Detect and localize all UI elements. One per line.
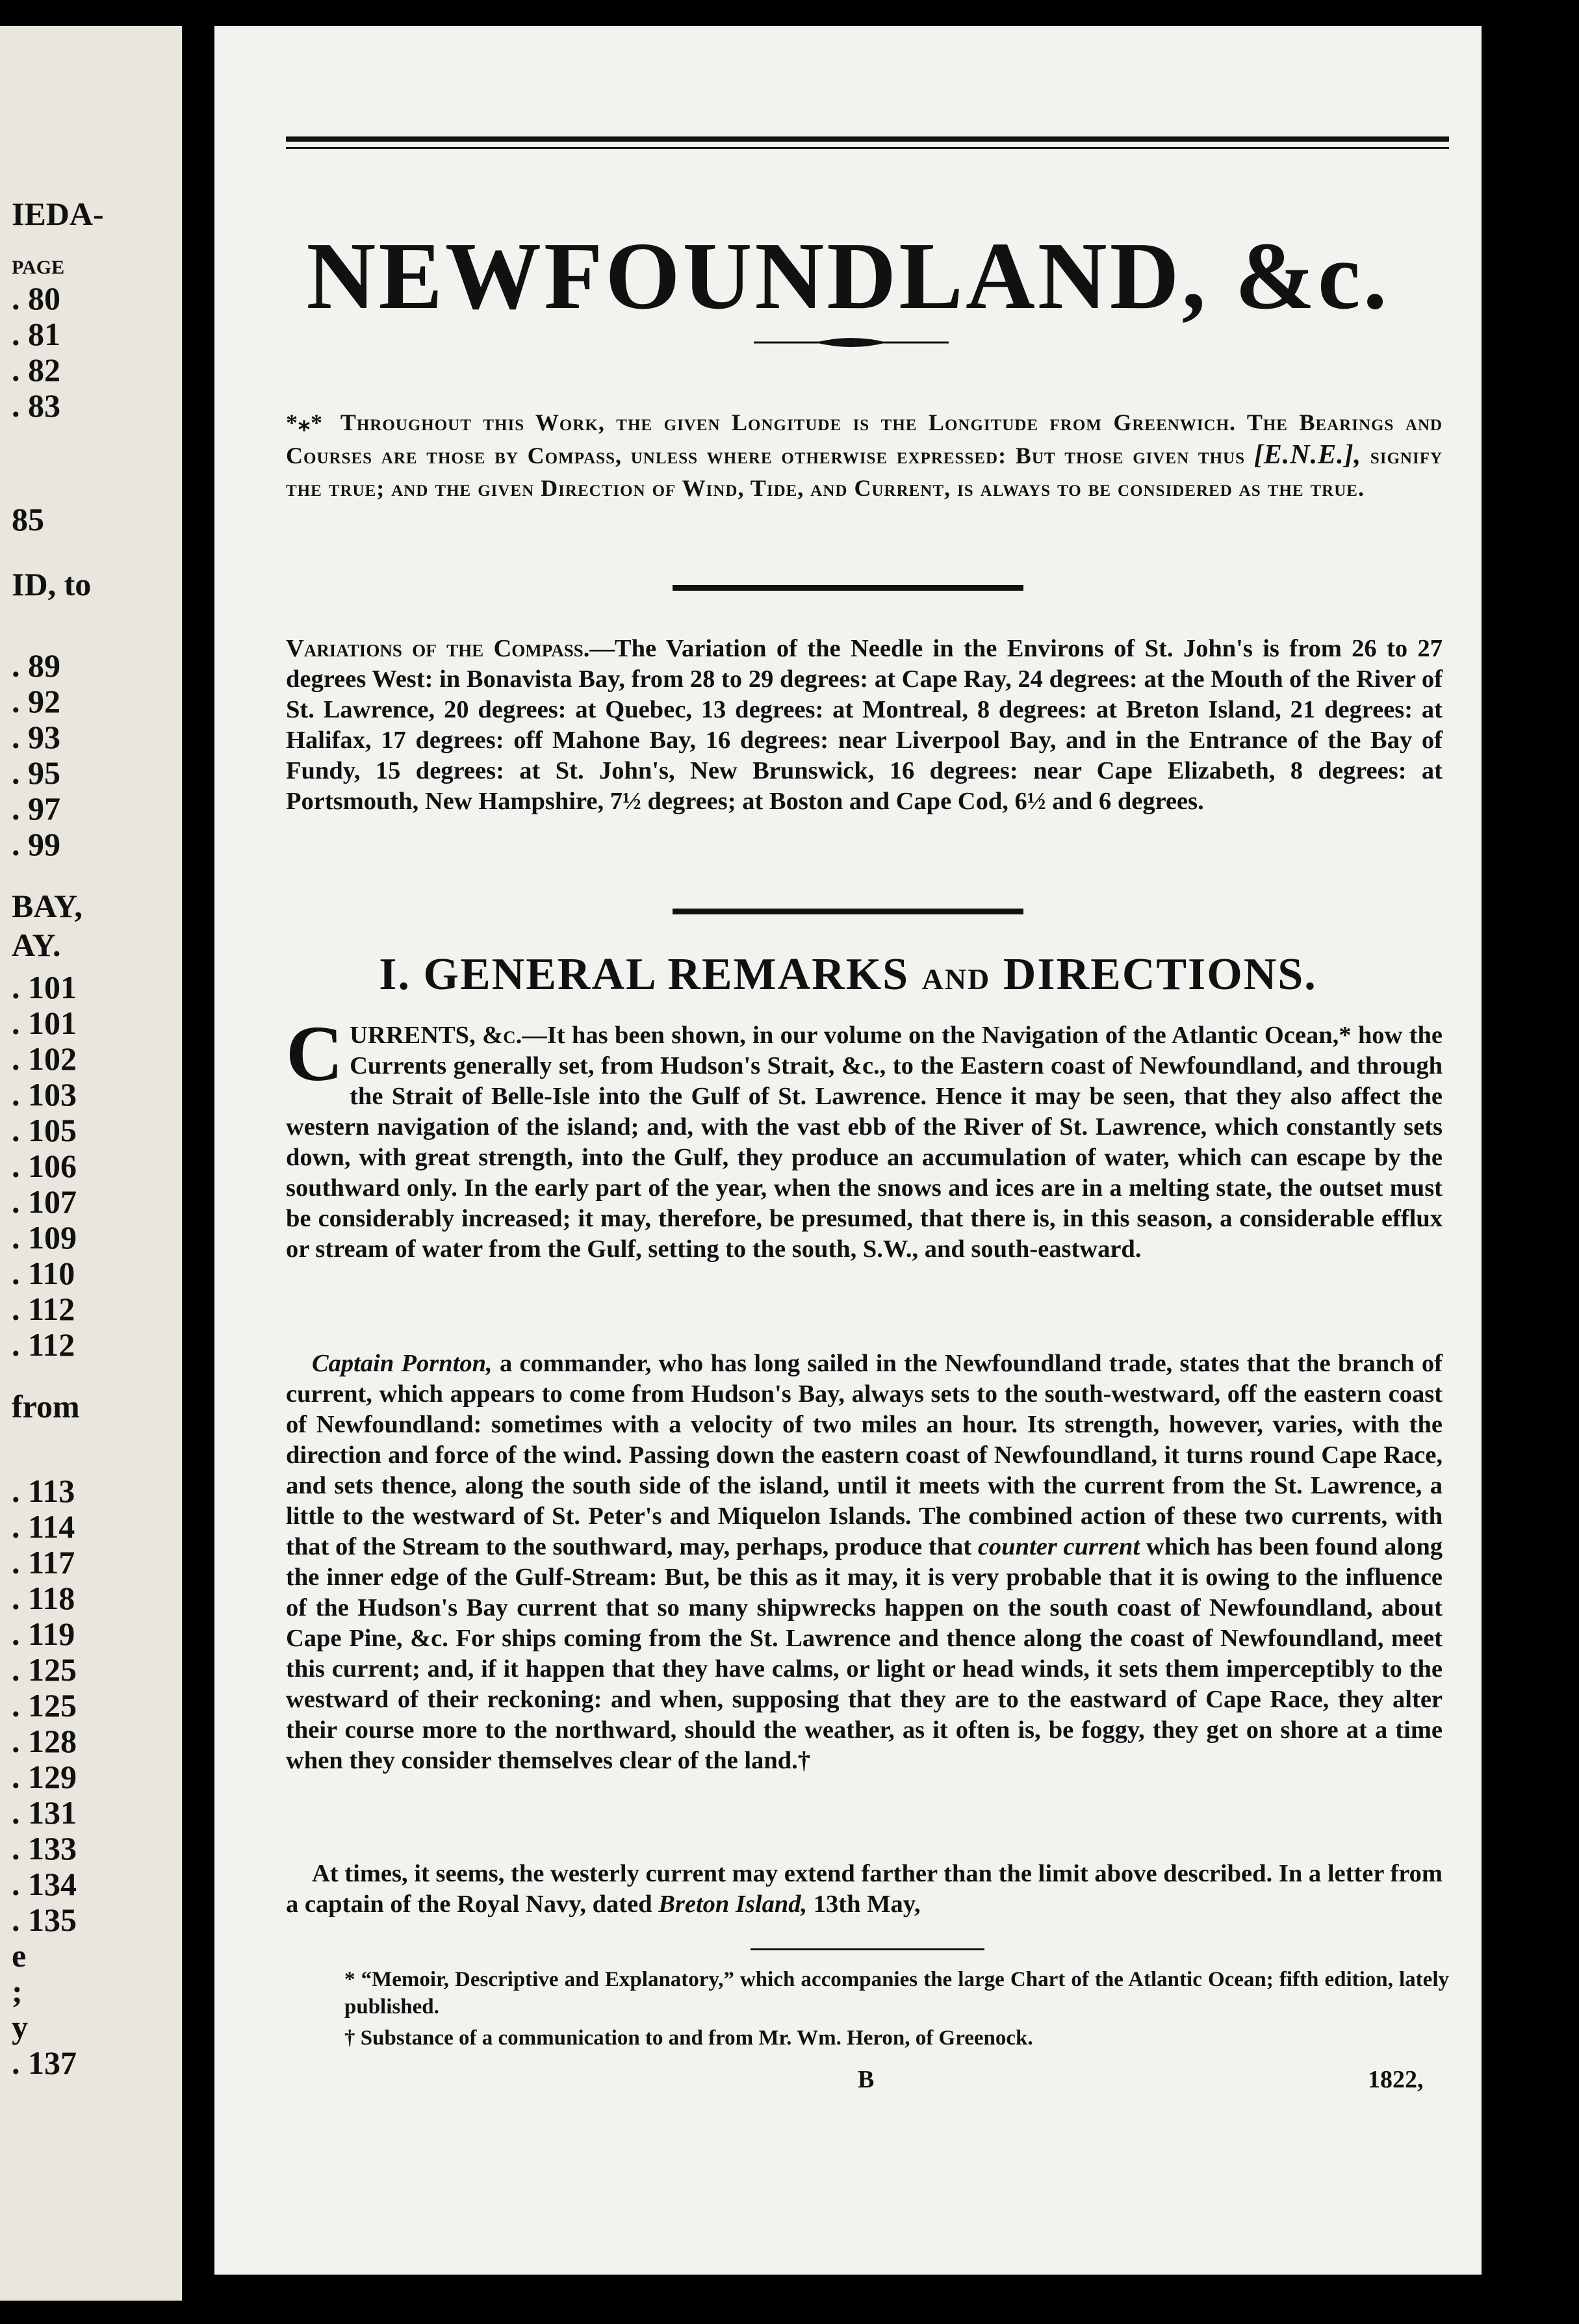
previous-page-strip: [0, 26, 182, 2301]
previous-page-entry: . 112: [12, 1326, 75, 1363]
drop-cap: C: [286, 1010, 344, 1098]
previous-page-entry: e: [12, 1937, 27, 1974]
at-times-paragraph: [286, 1859, 1443, 1920]
previous-page-entry: . 99: [12, 826, 60, 862]
previous-page-entry: . 97: [12, 790, 60, 827]
counter-current-term: counter current: [977, 1533, 1140, 1560]
previous-page-entry: . 129: [12, 1759, 77, 1795]
variations-paragraph: [286, 634, 1443, 817]
section-heading-and: and: [921, 951, 991, 999]
previous-page-entry: . 82: [12, 352, 60, 388]
imprint-year: 1822,: [1368, 2066, 1424, 2093]
currents-body: —It has been shown, in our volume on the Navigation of the Atlantic Ocean,* how the Currents generally set, from Hudson's Strait, &c., to the Eastern coast of Newfoundland, and through the Strait of Belle-Isle into the Gulf of St. Lawrence. Hence it may be seen, that they also affect the western navigation of the island; and, with the vast ebb of the River of St. Lawrence, which constantly sets down, with great strength, into the Gulf, they produce an accumulation of water, which can escape by the southward only. In the early part of the year, when the snows and ices are in a melting state, the outset must be considerably increased; it may, therefore, be presumed, that there is, in this season, a considerable efflux or stream of water from the Gulf, setting to the south, S.W., and south-eastward.: [286, 1022, 1443, 1263]
variations-lead: Variations of the Compass.: [286, 635, 590, 662]
book-gutter: [182, 0, 214, 2324]
section-heading: [214, 949, 1482, 1001]
footnote-star: * “Memoir, Descriptive and Explanatory,” which accompanies the large Chart of the Atlantic Ocean; fifth edition, lately published.: [344, 1968, 1449, 2019]
previous-page-entry: . 92: [12, 683, 60, 719]
previous-page-entry: 85: [12, 501, 44, 537]
previous-page-entry: . 137: [12, 2045, 77, 2081]
previous-page-entry: . 128: [12, 1723, 77, 1759]
page-title: NEWFOUNDLAND, &c.: [306, 223, 1390, 329]
previous-page-entry: . 113: [12, 1473, 75, 1509]
previous-page-entry: . 112: [12, 1291, 75, 1327]
currents-lead: URRENTS, &c.: [350, 1022, 522, 1049]
previous-page-entry: . 103: [12, 1076, 77, 1113]
previous-page-entry: . 105: [12, 1112, 77, 1148]
signature-mark: B: [858, 2066, 875, 2093]
section-heading-main: I. GENERAL REMARKS: [379, 949, 910, 1000]
pornton-body-1: a commander, who has long sailed in the Newfoundland trade, states that the branch of current, which appears to come from Hudson's Bay, always sets to the south-westward, off the eastern coast of Newfoundland: sometimes with a velocity of two miles an hour. Its strength, however, varies, with the direction and force of the wind. Passing down the eastern coast of Newfoundland, it turns round Cape Race, and sets thence, along the south side of the island, until it meets with the current from the St. Lawrence, a little to the westward of St. Peter's and Miquelon Islands. The combined action of these two currents, with that of the Stream to the southward, may, perhaps, produce that: [286, 1350, 1443, 1560]
section-heading-end: DIRECTIONS.: [1003, 949, 1317, 1000]
header-rule-thick: [286, 136, 1449, 142]
notice-text-2: signify the true; and the given Direction of Wind, Tide, and Current, is always to be considered as the true.: [286, 443, 1443, 501]
previous-page-entry: . 80: [12, 280, 60, 316]
notice-text-1: Throughout this Work, the given Longitude is the Longitude from Greenwich. The Bearings and Courses are those by Compass, unless where otherwise expressed: But those given thus: [286, 409, 1443, 469]
previous-page-entry: . 117: [12, 1544, 75, 1581]
previous-page-entry: . 106: [12, 1148, 77, 1184]
pornton-body-2: which has been found along the inner edge of the Gulf-Stream: But, be this as it may, it is very probable that it is owing to the influence of the Hudson's Bay current that so many shipwrecks happen on the south coast of Newfoundland, about Cape Pine, &c. For ships coming from the St. Lawrence and thence along the coast of Newfoundland, meet this current; and, if it happen that they have calms, or light or head winds, it sets them imperceptibly to the westward of their reckoning: and when, supposing that they are to the eastward of Cape Race, they alter their course more to the northward, should the weather, as it often is, be foggy, they get on shore at a time when they consider themselves clear of the land.†: [286, 1533, 1443, 1774]
previous-page-entry: IEDA-: [12, 196, 104, 232]
previous-page-entry: . 101: [12, 1005, 77, 1041]
previous-page-entry: . 135: [12, 1902, 77, 1938]
previous-page-entry: BAY,: [12, 888, 83, 924]
at-times-place: Breton Island,: [658, 1891, 808, 1918]
at-times-body-2: 13th May,: [813, 1891, 921, 1918]
previous-page-entry: . 114: [12, 1508, 75, 1545]
footnote-dagger: † Substance of a communication to and from Mr. Wm. Heron, of Greenock.: [344, 2026, 1033, 2050]
previous-page-entry: . 134: [12, 1866, 77, 1902]
previous-page-entry: . 93: [12, 719, 60, 755]
previous-page-entry: . 81: [12, 316, 60, 352]
previous-page-entry: AY.: [12, 927, 61, 963]
header-rule-thin: [286, 147, 1449, 149]
previous-page-entry: . 95: [12, 755, 60, 791]
previous-page-entry: . 118: [12, 1580, 75, 1616]
at-times-body-1: At times, it seems, the westerly current may extend farther than the limit above described. In a letter from a captain of the Royal Navy, dated: [286, 1860, 1443, 1918]
variations-body: —The Variation of the Needle in the Environs of St. John's is from 26 to 27 degrees West: in Bonavista Bay, from 28 to 29 degrees: at Cape Ray, 24 degrees: at the Mouth of the River of St. Lawrence, 20 degrees: at Quebec, 13 degrees: at Montreal, 8 degrees: at Breton Island, 21 degrees: at Halifax, 17 degrees: off Mahone Bay, 16 degrees: near Liverpool Bay, and in the Entrance of the Bay of Fundy, 15 degrees: at St. John's, New Brunswick, 16 degrees: near Cape Elizabeth, 8 degrees: at Portsmouth, New Hampshire, 7½ degrees; at Boston and Cape Cod, 6½ and 6 degrees.: [286, 635, 1443, 815]
previous-page-entry: . 89: [12, 647, 60, 684]
book-page: [214, 26, 1482, 2275]
previous-page-entry: . 125: [12, 1651, 77, 1688]
previous-page-entry: . 131: [12, 1794, 77, 1831]
previous-page-entry: . 119: [12, 1616, 75, 1652]
previous-page-entry: . 125: [12, 1687, 77, 1724]
previous-page-entry: . 107: [12, 1183, 77, 1220]
footnote-rule: [751, 1948, 984, 1950]
currents-paragraph: [286, 1010, 1443, 1265]
longitude-notice: [286, 406, 1443, 504]
previous-page-entry: from: [12, 1388, 80, 1425]
previous-page-entry: . 133: [12, 1830, 77, 1866]
previous-page-entry: PAGE: [12, 257, 65, 278]
section-divider-2: [673, 909, 1023, 914]
previous-page-entry: . 110: [12, 1255, 75, 1291]
previous-page-entry: . 101: [12, 969, 77, 1005]
asterism-mark: *⁎*: [286, 409, 323, 435]
title-ornament: [754, 335, 949, 350]
previous-page-entry: ID, to: [12, 566, 92, 602]
notice-example: [E.N.E.],: [1253, 440, 1362, 470]
previous-page-entry: ;: [12, 1973, 23, 2009]
previous-page-entry: . 102: [12, 1040, 77, 1077]
pornton-paragraph: [286, 1349, 1443, 1776]
pornton-name: Captain Pornton,: [312, 1350, 493, 1377]
section-divider-1: [673, 585, 1023, 591]
previous-page-entry: y: [12, 2009, 28, 2045]
previous-page-entry: . 109: [12, 1219, 77, 1256]
previous-page-entry: . 83: [12, 387, 60, 424]
